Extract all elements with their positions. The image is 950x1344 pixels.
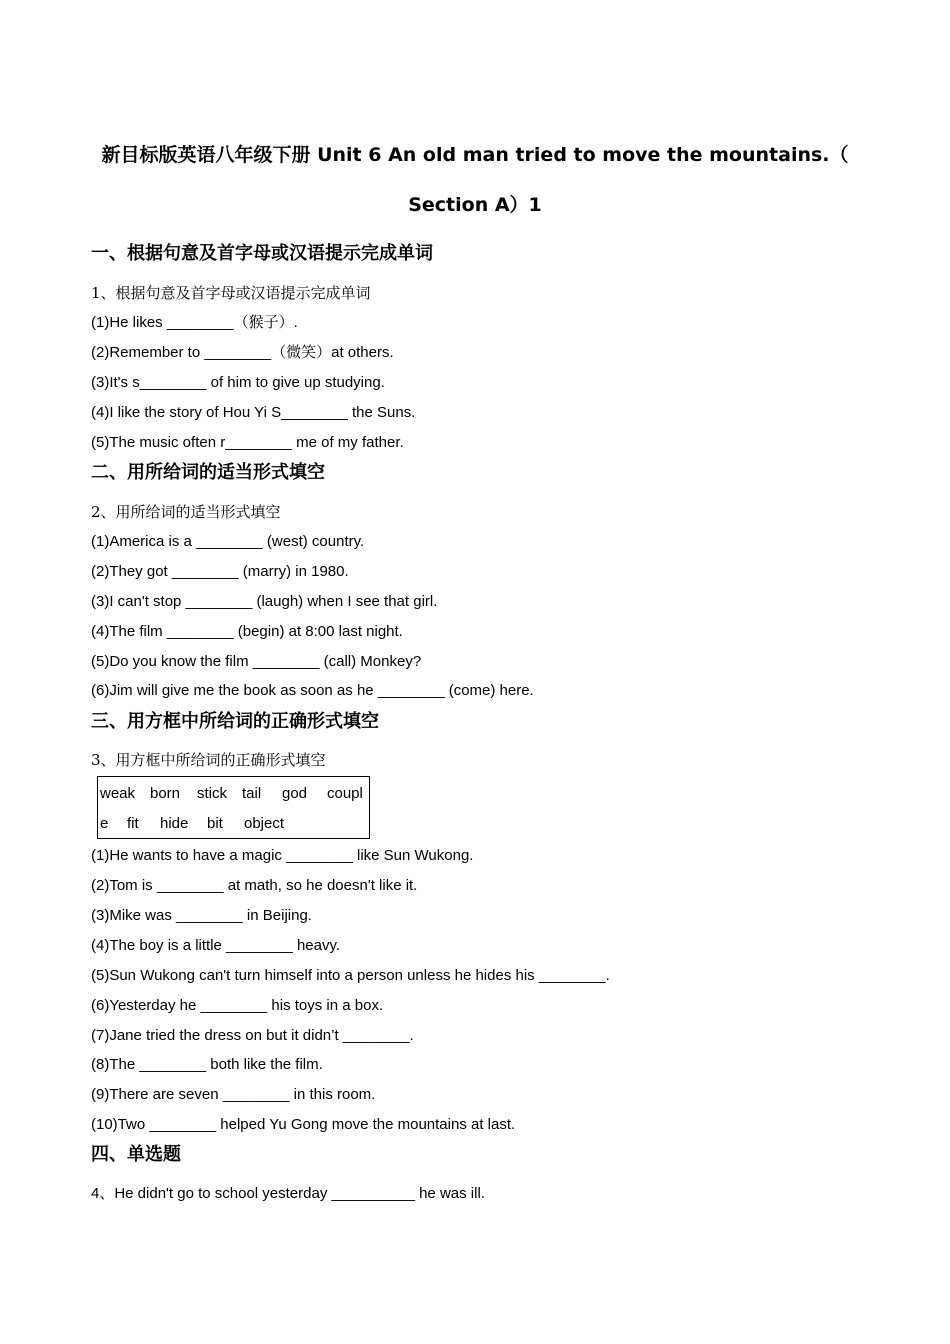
word-bank-word: weak: [100, 785, 136, 802]
question-1-item-2: (2)Remember to ________（微笑）at others.: [91, 344, 394, 361]
question-3-item-5: (5)Sun Wukong can't turn himself into a person unless he hides his ________.: [91, 967, 610, 984]
question-2-item-3: (3)I can't stop ________ (laugh) when I see that girl.: [91, 593, 438, 610]
question-3-item-1: (1)He wants to have a magic ________ like Sun Wukong.: [91, 847, 474, 864]
question-1-item-1: (1)He likes ________（猴子）.: [91, 314, 298, 331]
word-bank-word: object: [244, 815, 285, 832]
question-2-item-6: (6)Jim will give me the book as soon as he ________ (come) here.: [91, 682, 534, 699]
question-2-item-2: (2)They got ________ (marry) in 1980.: [91, 563, 349, 580]
page-title-line-1: 新目标版英语八年级下册 Unit 6 An old man tried to move the mountains.（: [101, 144, 849, 166]
question-3-item-10: (10)Two ________ helped Yu Gong move the mountains at last.: [91, 1116, 516, 1133]
word-bank-word: e: [100, 815, 109, 832]
question-3-item-4: (4)The boy is a little ________ heavy.: [91, 937, 341, 954]
word-bank-word: fit: [127, 815, 139, 832]
word-bank-word: coupl: [327, 785, 363, 802]
question-3-item-9: (9)There are seven ________ in this room.: [91, 1086, 376, 1103]
question-2-item-4: (4)The film ________ (begin) at 8:00 last night.: [91, 623, 403, 640]
question-3-item-8: (8)The ________ both like the film.: [91, 1056, 323, 1073]
question-2-intro: 2、用所给词的适当形式填空: [91, 503, 281, 521]
question-3-item-7: (7)Jane tried the dress on but it didn’t ________.: [91, 1027, 414, 1044]
question-1-item-3: (3)It's s________ of him to give up studying.: [91, 374, 385, 391]
question-3-item-6: (6)Yesterday he ________ his toys in a box.: [91, 997, 384, 1014]
word-bank-word: tail: [242, 785, 262, 802]
question-3-item-3: (3)Mike was ________ in Beijing.: [91, 907, 312, 924]
word-bank-word: stick: [197, 785, 227, 802]
word-bank-row-2: [100, 814, 284, 834]
section-3-heading: 三、用方框中所给词的正确形式填空: [91, 711, 379, 732]
word-bank-word: bit: [207, 815, 223, 832]
question-4-prompt: 4、He didn't go to school yesterday __________ he was ill.: [91, 1185, 485, 1202]
word-bank-box: [97, 776, 370, 839]
question-1-intro: 1、根据句意及首字母或汉语提示完成单词: [91, 284, 371, 302]
word-bank-word: born: [150, 785, 181, 802]
section-2-heading: 二、用所给词的适当形式填空: [91, 462, 325, 483]
section-1-heading: 一、根据句意及首字母或汉语提示完成单词: [91, 243, 433, 264]
question-1-item-4: (4)I like the story of Hou Yi S________ the Suns.: [91, 404, 416, 421]
question-3-item-2: (2)Tom is ________ at math, so he doesn't like it.: [91, 877, 418, 894]
question-2-item-5: (5)Do you know the film ________ (call) Monkey?: [91, 653, 422, 670]
question-3-intro: 3、用方框中所给词的正确形式填空: [91, 751, 326, 769]
page-title-line-2: Section A）1: [408, 194, 542, 216]
question-1-item-5: (5)The music often r________ me of my father.: [91, 434, 404, 451]
word-bank-word: hide: [160, 815, 189, 832]
word-bank-word: god: [282, 785, 308, 802]
question-2-item-1: (1)America is a ________ (west) country.: [91, 533, 365, 550]
section-4-heading: 四、单选题: [91, 1144, 181, 1165]
word-bank-row-1: [100, 784, 363, 804]
